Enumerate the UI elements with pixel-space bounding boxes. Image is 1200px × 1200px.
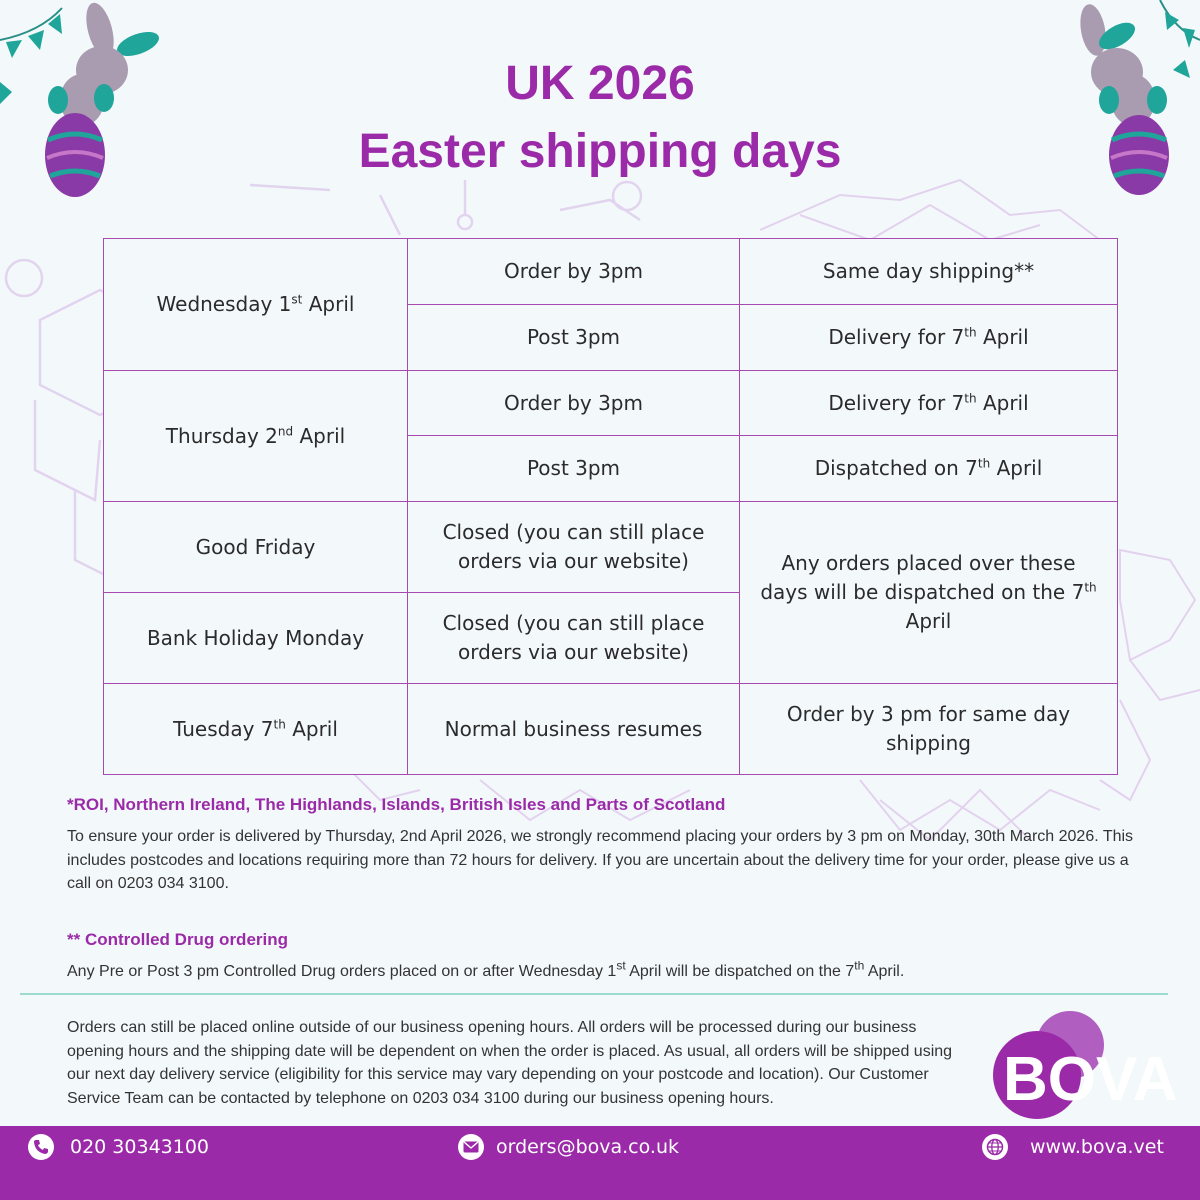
status-cell: Closed (you can still place orders via our website) [408,502,740,593]
footer-email[interactable] [458,1136,679,1158]
website-url: www.bova.vet [1030,1136,1164,1158]
divider [20,993,1168,995]
footer-website[interactable] [982,1136,1164,1158]
footnote-regions-title: *ROI, Northern Ireland, The Highlands, Islands, British Isles and Parts of Scotland [67,795,726,814]
table-row [104,371,1118,436]
status-cell: Closed (you can still place orders via our website) [408,593,740,684]
shipping-schedule-table [103,238,1118,775]
footnote-controlled-drug-title: ** Controlled Drug ordering [67,930,288,949]
result-cell: Delivery for 7th April [740,371,1118,436]
table-row [104,502,1118,593]
page-title: Easter shipping days [358,125,842,178]
bova-logo [975,1005,1185,1120]
title-year: UK 2026 [505,57,695,110]
time-cell: Order by 3pm [408,239,740,305]
day-cell-bank-holiday-monday: Bank Holiday Monday [104,593,408,684]
svg-text:BOVA: BOVA [1003,1045,1178,1114]
time-cell: Post 3pm [408,305,740,371]
status-cell: Normal business resumes [408,684,740,775]
table-row [104,684,1118,775]
result-cell: Same day shipping** [740,239,1118,305]
time-cell: Order by 3pm [408,371,740,436]
envelope-icon [458,1134,484,1160]
footer-phone[interactable] [28,1136,209,1158]
bottom-note: Orders can still be placed online outside of our business opening hours. All orders will be processed during our business opening hours and the shipping date will be dependent on when the order is placed. As usual, all orders will be shipped using our next day delivery service (eligibility for this service may vary depending on your postcode and location). Our Customer Service Team can be contacted by telephone on 0203 034 3100 during our business opening hours. [67,1019,953,1107]
result-cell: Delivery for 7th April [740,305,1118,371]
footnote-regions-text: To ensure your order is delivered by Thursday, 2nd April 2026, we strongly recommend placing your orders by 3 pm on Monday, 30th March 2026. This includes postcodes and locations requiring more than 72 hours for delivery. If you are uncertain about the delivery time for your order, please give us a call on 0203 034 3100. [67,828,1134,892]
day-cell-wednesday: Wednesday 1st April [104,239,408,371]
result-cell: Dispatched on 7th April [740,436,1118,502]
day-cell-thursday: Thursday 2nd April [104,371,408,502]
footnote-controlled-drug-text: Any Pre or Post 3 pm Controlled Drug orders placed on or after Wednesday 1st April will be dispatched on the 7th April. [67,958,905,980]
day-cell-good-friday: Good Friday [104,502,408,593]
day-cell-tuesday: Tuesday 7th April [104,684,408,775]
phone-number: 020 30343100 [70,1136,210,1158]
table-row [104,239,1118,305]
globe-icon [982,1134,1008,1160]
time-cell: Post 3pm [408,436,740,502]
result-cell: Order by 3 pm for same day shipping [740,684,1118,775]
phone-icon [28,1134,54,1160]
closed-days-result-cell: Any orders placed over these days will be dispatched on the 7th April [740,502,1118,684]
email-address: orders@bova.co.uk [496,1136,679,1158]
